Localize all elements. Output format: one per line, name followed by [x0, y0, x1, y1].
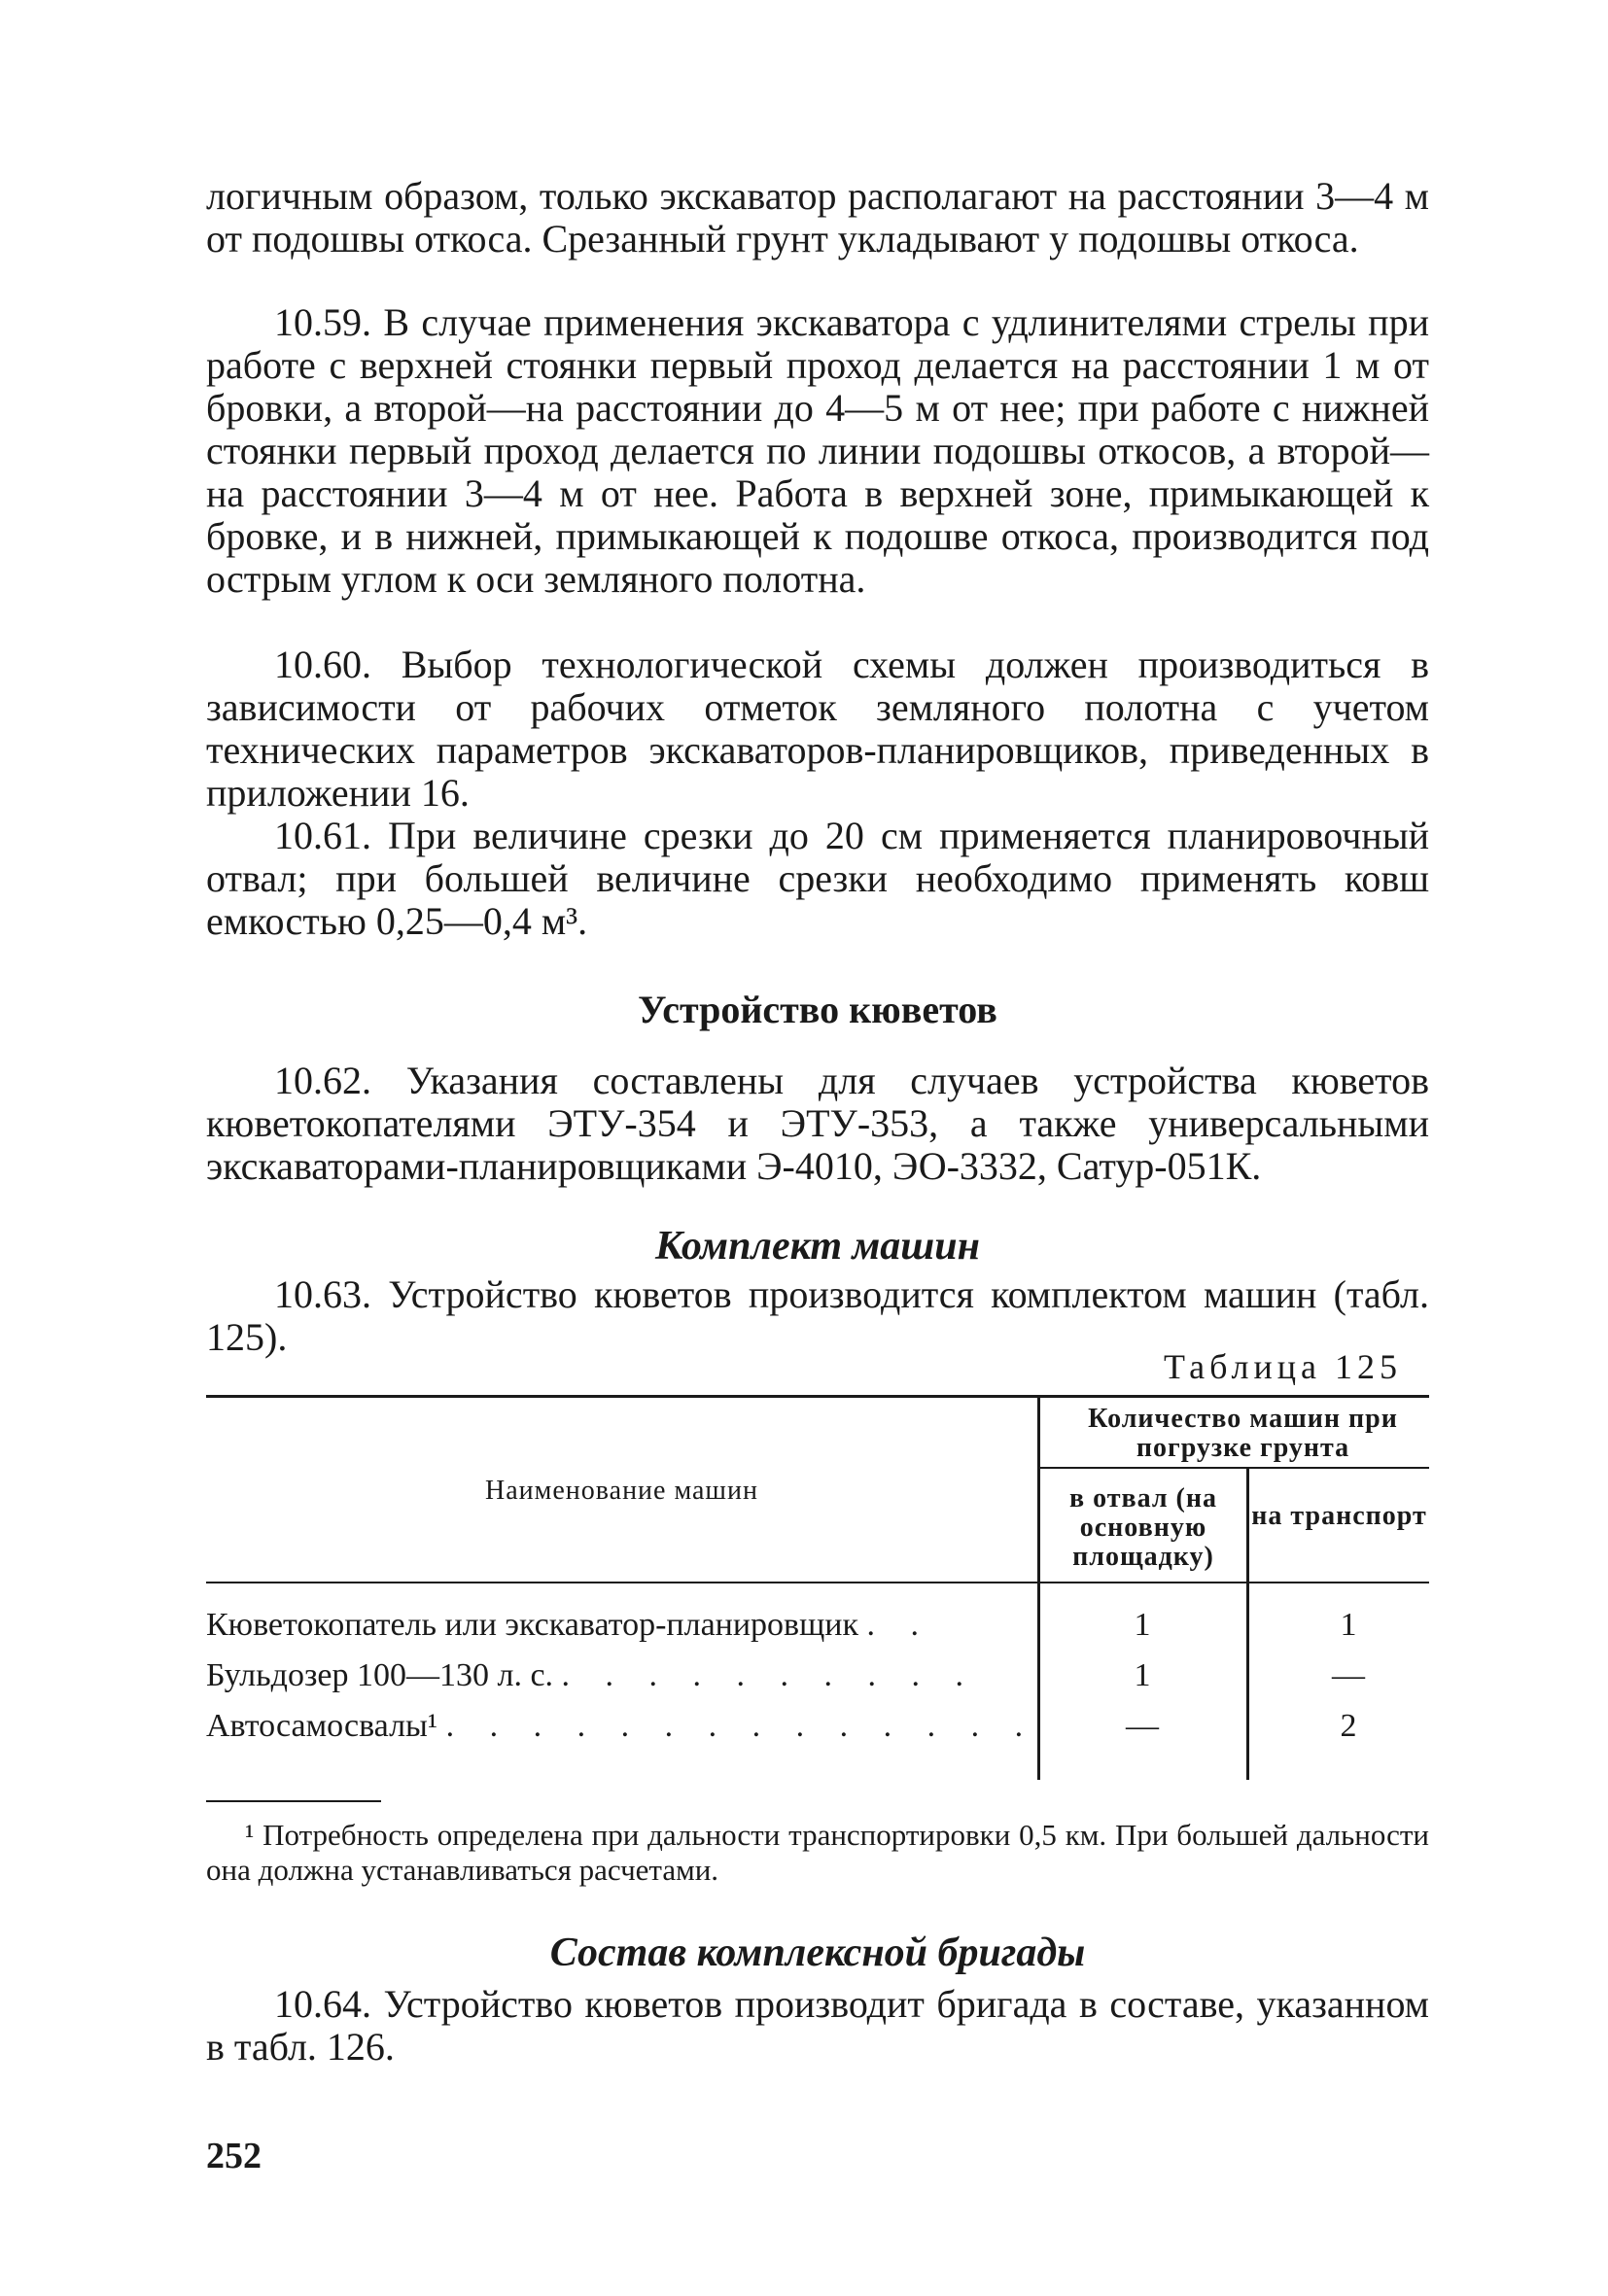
- header-machine-name: Наименование машин: [485, 1476, 758, 1506]
- footnote-text: ¹ Потребность определена при дальности транспортировки 0,5 км. При большей дальности она должна устанавливаться расчетами.: [206, 1818, 1429, 1887]
- paragraph-text: 10.63. Устройство кюветов производится комплектом машин (табл. 125).: [206, 1272, 1429, 1359]
- leader-dots: . .: [866, 1607, 933, 1643]
- paragraph-10-61: [206, 815, 1429, 943]
- group-header-rule: [1037, 1467, 1429, 1469]
- table-cell: —: [1332, 1657, 1365, 1693]
- paragraph-text: 10.64. Устройство кюветов производит бригада в составе, указанном в табл. 126.: [206, 1982, 1429, 2069]
- paragraph-10-62: [206, 1060, 1429, 1188]
- paragraph-text: 10.61. При величине срезки до 20 см применяется планировочный отвал; при большей величине срезки необходимо применять ковш емкостью 0,25—0,4 м³.: [206, 814, 1429, 943]
- footnote: [206, 1818, 1429, 1888]
- table-row-name: [206, 1708, 1036, 1745]
- footnote-rule: [206, 1800, 381, 1802]
- paragraph-text: 10.59. В случае применения экскаватора с удлинителями стрелы при работе с верхней стоянки первый проход делается на расстоянии 1 м от бровки, а второй—на расстоянии до 4—5 м от нее; при работе с нижней стоянки первый проход делается по линии подошвы откосов, а второй—на расстоянии 3—4 м от нее. Работа в верхней зоне, примыкающей к бровке, и в нижней, примыкающей к подошве откоса, производится под острым углом к оси земляного полотна.: [206, 300, 1429, 601]
- header-to-dump: в отвал (на основную площадку): [1068, 1483, 1218, 1572]
- paragraph-10-64: [206, 1983, 1429, 2069]
- table-125: [206, 1395, 1429, 1780]
- page-number: 252: [206, 2136, 262, 2176]
- table-cell: 2: [1340, 1708, 1357, 1744]
- section-heading: Устройство кюветов: [638, 988, 997, 1031]
- subheading-brigade: Состав комплексной бригады: [549, 1931, 1086, 1975]
- row-label: Автосамосвалы¹: [206, 1708, 438, 1744]
- leader-dots: . . . . . . . . . .: [561, 1657, 978, 1693]
- leader-dots: . . . . . . . . . . . . . .: [445, 1708, 1037, 1744]
- table-cell: 1: [1134, 1607, 1151, 1643]
- table-cell: —: [1126, 1708, 1159, 1744]
- column-divider-1: [1037, 1395, 1040, 1780]
- table-caption: Таблица 125: [1164, 1347, 1402, 1386]
- table-row-name: [206, 1657, 977, 1694]
- table-cell: 1: [1134, 1657, 1151, 1693]
- row-label: Бульдозер 100—130 л. с.: [206, 1657, 554, 1693]
- subheading-machine-set: Комплект машин: [655, 1224, 980, 1269]
- row-label: Кюветокопатель или экскаватор-планировщик: [206, 1607, 859, 1643]
- paragraph-text: 10.62. Указания составлены для случаев устройства кюветов кюветокопателями ЭТУ-354 и ЭТУ-353, а также универсальными экскаваторами-планировщиками Э-4010, ЭО-3332, Сатур-051К.: [206, 1059, 1429, 1188]
- table-row-name: [206, 1607, 932, 1644]
- table-top-rule: [206, 1395, 1429, 1398]
- header-to-transport: на транспорт: [1251, 1501, 1427, 1531]
- paragraph-text: 10.60. Выбор технологической схемы должен производиться в зависимости от рабочих отметок земляного полотна с учетом технических параметров экскаваторов-планировщиков, приведенных в приложении 16.: [206, 643, 1429, 815]
- table-cell: 1: [1340, 1607, 1357, 1643]
- paragraph-10-59: [206, 301, 1429, 601]
- header-quantity-group: Количество машин при погрузке грунта: [1088, 1404, 1398, 1463]
- paragraph-continuation: [206, 175, 1429, 261]
- paragraph-text: логичным образом, только экскаватор располагают на расстоянии 3—4 м от подошвы откоса. Срезанный грунт укладывают у подошвы откоса.: [206, 174, 1429, 261]
- paragraph-10-60: [206, 644, 1429, 815]
